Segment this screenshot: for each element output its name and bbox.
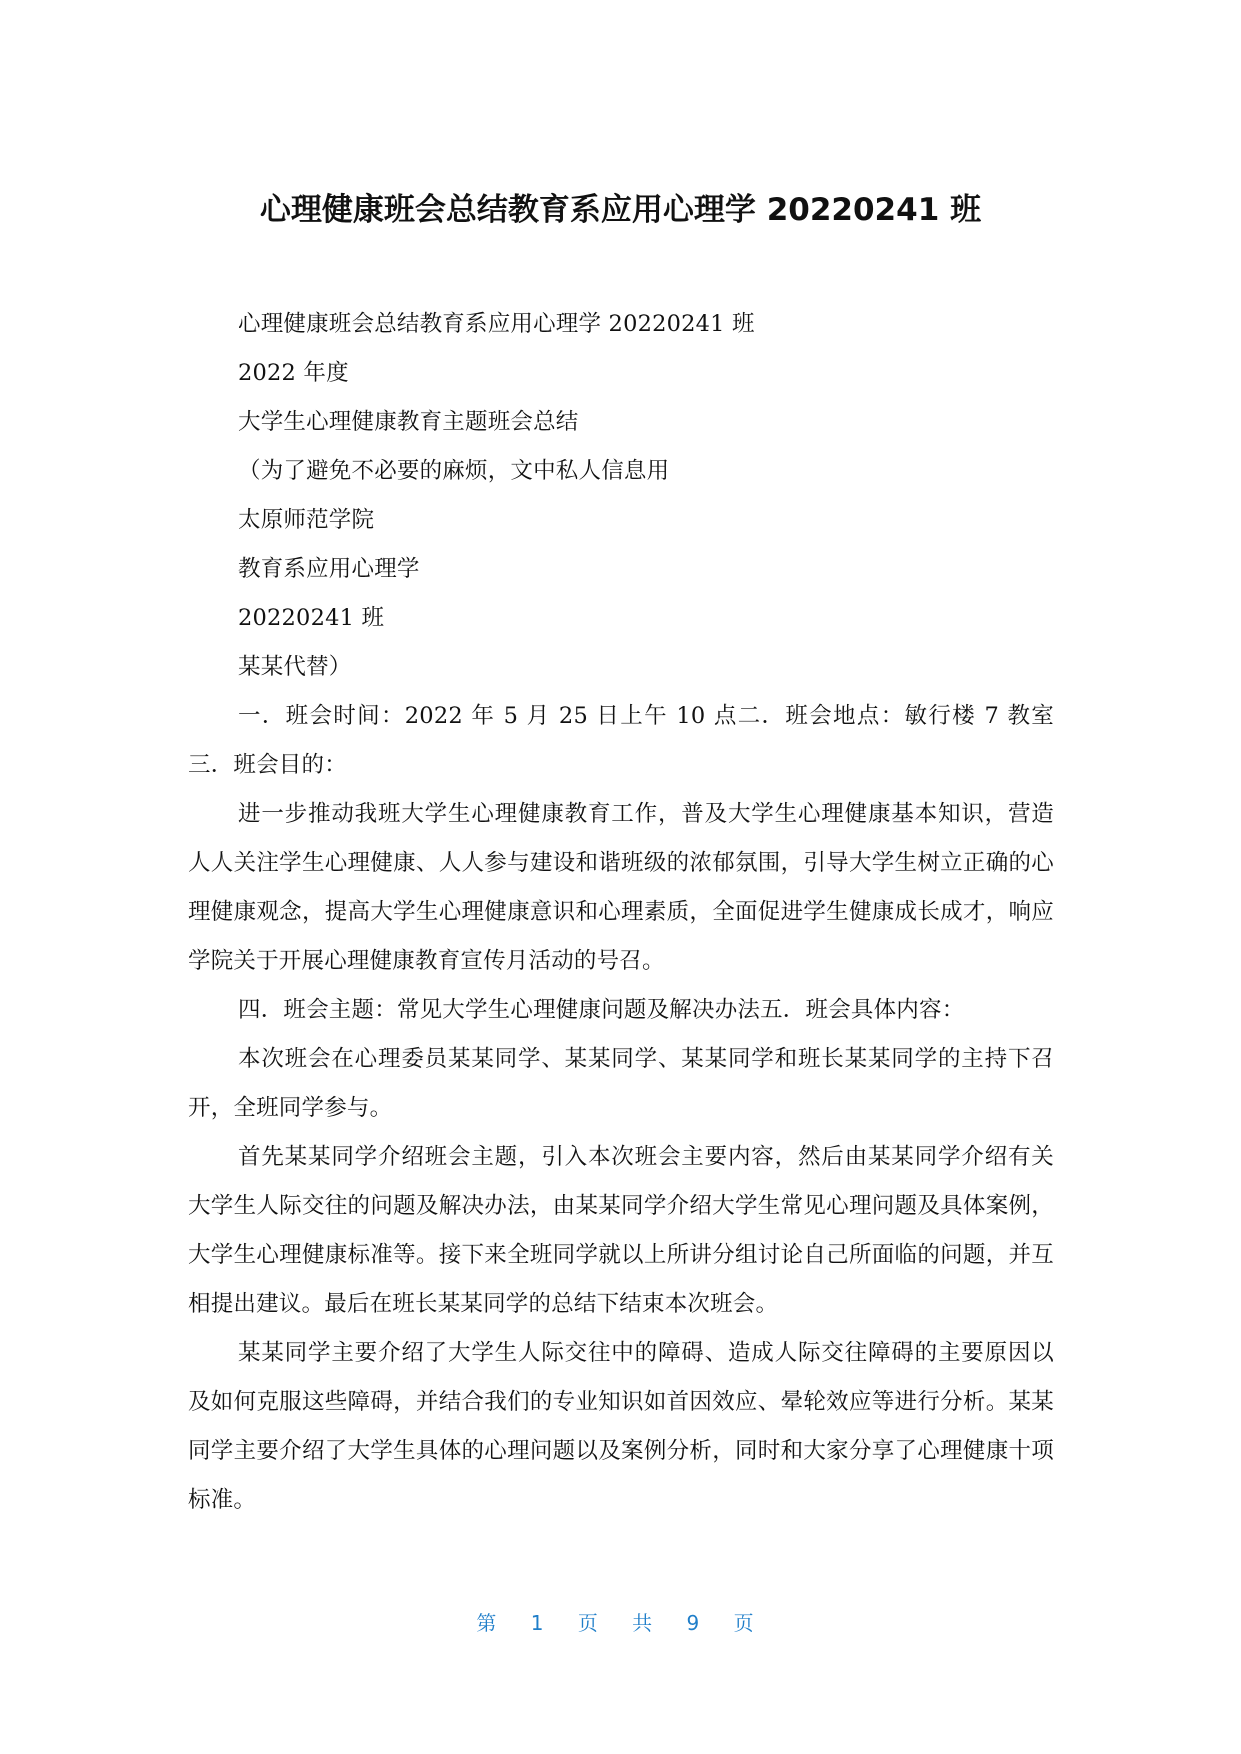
- body-line: 20220241 班: [238, 605, 385, 631]
- body-paragraph: 某某同学主要介绍了大学生人际交往中的障碍、造成人际交往障碍的主要原因以及如何克服这些障碍，并结合我们的专业知识如首因效应、晕轮效应等进行分析。某某同学主要介绍了大学生具体的心理问题以及案例分析，同时和大家分享了心理健康十项标准。: [188, 1340, 1054, 1513]
- body-line: 心理健康班会总结教育系应用心理学 20220241 班: [238, 311, 755, 337]
- body-paragraph: 本次班会在心理委员某某同学、某某同学、某某同学和班长某某同学的主持下召开，全班同学参与。: [188, 1046, 1054, 1121]
- body-line: 太原师范学院: [238, 507, 375, 533]
- body-paragraph: 进一步推动我班大学生心理健康教育工作，普及大学生心理健康基本知识，营造人人关注学生心理健康、人人参与建设和谐班级的浓郁氛围，引导大学生树立正确的心理健康观念，提高大学生心理健康意识和心理素质，全面促进学生健康成长成才，响应学院关于开展心理健康教育宣传月活动的号召。: [188, 801, 1054, 974]
- body-line: 2022 年度: [238, 360, 349, 386]
- body-line: （为了避免不必要的麻烦，文中私人信息用: [238, 458, 670, 484]
- document-body: [188, 300, 1054, 1525]
- body-line: 教育系应用心理学: [238, 556, 420, 582]
- body-paragraph: 一．班会时间：2022 年 5 月 25 日上午 10 点二．班会地点：敏行楼 7 教室三．班会目的：: [188, 703, 1054, 778]
- body-line: 某某代替）: [238, 654, 352, 680]
- body-line: 大学生心理健康教育主题班会总结: [238, 409, 579, 435]
- body-paragraph: 首先某某同学介绍班会主题，引入本次班会主要内容，然后由某某同学介绍有关大学生人际交往的问题及解决办法，由某某同学介绍大学生常见心理问题及具体案例，大学生心理健康标准等。接下来全班同学就以上所讲分组讨论自己所面临的问题，并互相提出建议。最后在班长某某同学的总结下结束本次班会。: [188, 1144, 1054, 1317]
- page-number-footer: 第 1 页 共 9 页: [476, 1611, 765, 1635]
- document-title: 心理健康班会总结教育系应用心理学 20220241 班: [259, 192, 982, 228]
- body-paragraph: 四．班会主题：常见大学生心理健康问题及解决办法五．班会具体内容：: [238, 997, 965, 1023]
